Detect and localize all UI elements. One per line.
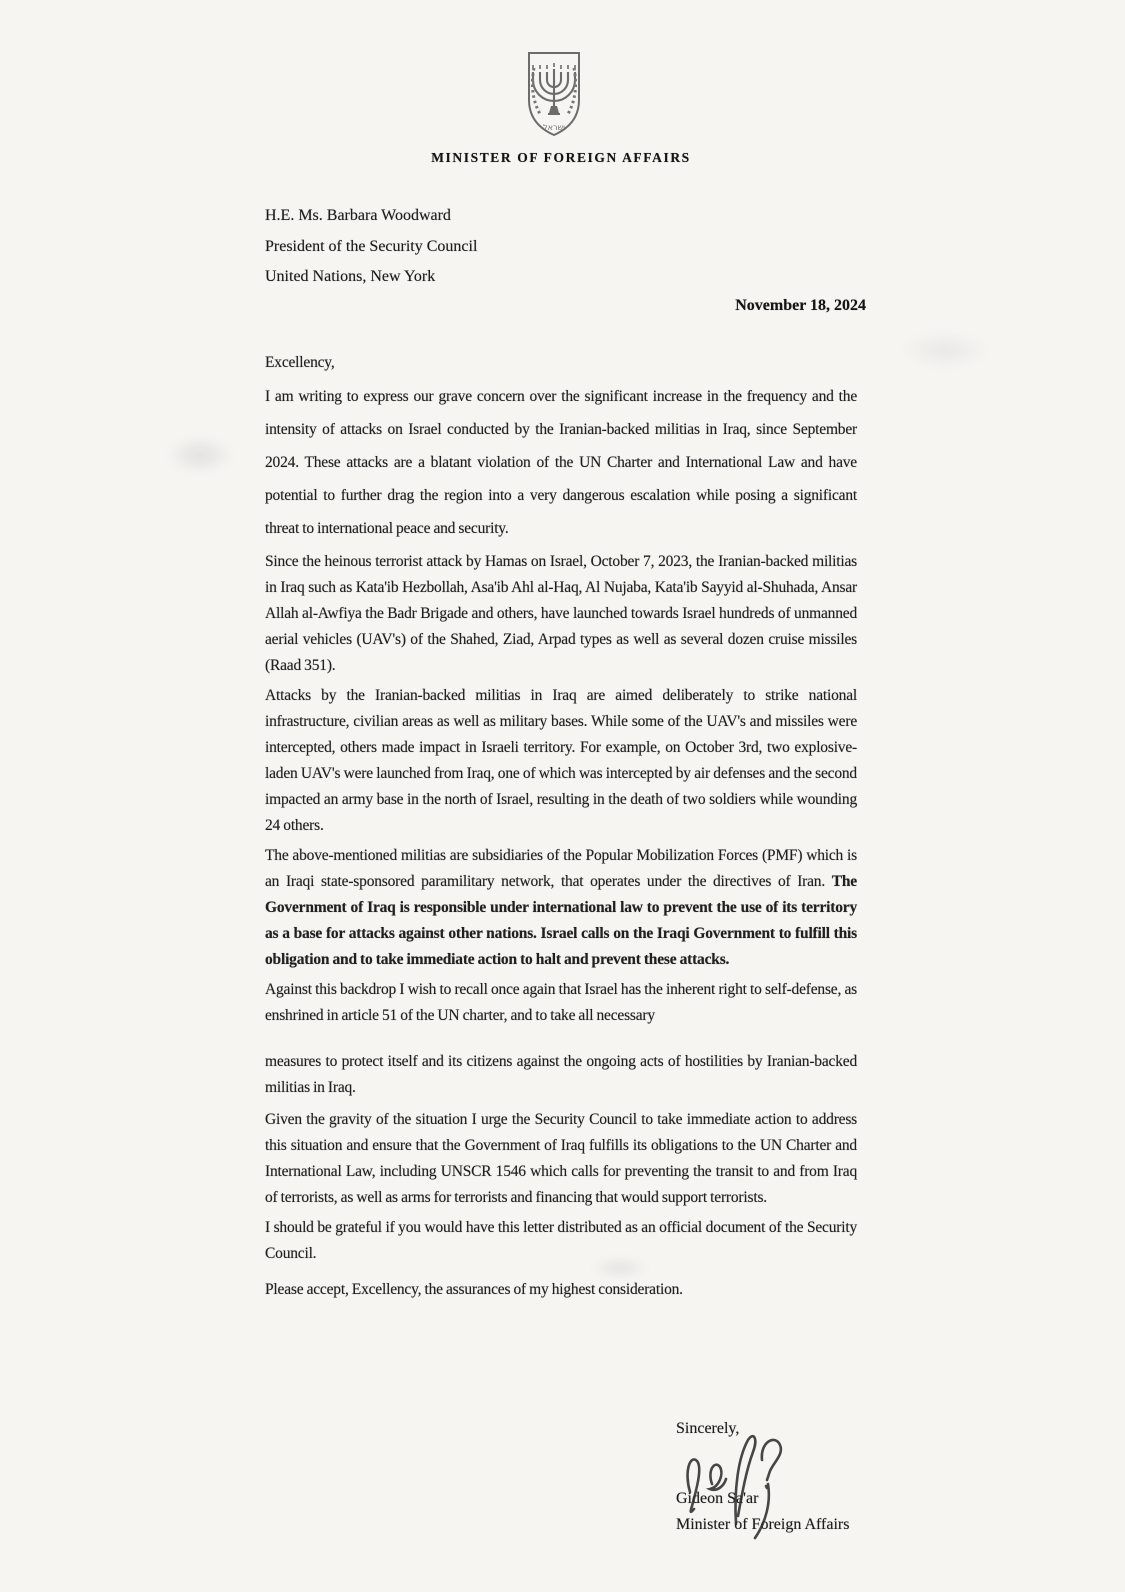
paragraph-5b: measures to protect itself and its citizens against the ongoing acts of hostilities by Iranian-backed militias in Iraq.: [265, 1053, 857, 1096]
paragraph-1: I am writing to express our grave concern over the significant increase in the frequency and the intensity of attacks on Israel conducted by the Iranian-backed militias in Iraq, since September 2024. These attacks are a blatant violation of the UN Charter and International Law and have potential to further drag the region into a very dangerous escalation while posing a significant threat to international peace and security.: [265, 388, 857, 537]
letter-body: [265, 350, 857, 1307]
paragraph-4: [265, 843, 857, 973]
recipient-line: United Nations, New York: [265, 268, 436, 285]
recipient-line: H.E. Ms. Barbara Woodward: [265, 207, 451, 224]
handwritten-signature: [676, 1426, 808, 1547]
recipient-line: President of the Security Council: [265, 237, 478, 255]
israel-state-emblem-icon: [521, 50, 587, 143]
salutation: Excellency,: [265, 354, 335, 371]
paragraph-4-bold: The Government of Iraq is responsible under international law to prevent the use of its territory as a base for attacks against other nations. Israel calls on the Iraqi Government to fulfill this obligation and to take immediate action to halt and prevent these attacks.: [265, 873, 857, 968]
paragraph-4-normal: The above-mentioned militias are subsidiaries of the Popular Mobilization Forces (PMF) which is an Iraqi state-sponsored paramilitary network, that operates under the directives of Iran.: [265, 847, 857, 890]
paragraph-5a: Against this backdrop I wish to recall once again that Israel has the inherent right to self-defense, as enshrined in article 51 of the UN charter, and to take all necessary: [265, 981, 857, 1024]
letterhead-title: MINISTER OF FOREIGN AFFAIRS: [431, 150, 691, 165]
scan-smudge: [900, 330, 990, 370]
scan-smudge: [165, 435, 235, 475]
paragraph-8: Please accept, Excellency, the assurances of my highest consideration.: [265, 1281, 683, 1298]
signer-name: Gideon Sa'ar: [676, 1490, 759, 1507]
recipient-address-block: [265, 201, 477, 293]
paragraph-2: Since the heinous terrorist attack by Hamas on Israel, October 7, 2023, the Iranian-backed militias in Iraq such as Kata'ib Hezbollah, Asa'ib Ahl al-Haq, Al Nujaba, Kata'ib Sayyid al-Shuhada, Ansar Allah al-Awfiya the Badr Brigade and others, have launched towards Israel hundreds of unmanned aerial vehicles (UAV's) of the Shahed, Ziad, Arpad types as well as several dozen cruise missiles (Raad 351).: [265, 553, 857, 674]
paragraph-6: Given the gravity of the situation I urge the Security Council to take immediate action to address this situation and ensure that the Government of Iraq fulfills its obligations to the UN Charter and International Law, including UNSCR 1546 which calls for preventing the transit to and from Iraq of terrorists, as well as arms for terrorists and financing that would support terrorists.: [265, 1111, 857, 1206]
letter-date: November 18, 2024: [735, 297, 866, 314]
valediction: Sincerely,: [676, 1420, 740, 1437]
signer-title: Minister of Foreign Affairs: [676, 1516, 850, 1533]
emblem-caption: ישראל: [543, 123, 565, 132]
paragraph-7: I should be grateful if you would have this letter distributed as an official document of the Security Council.: [265, 1219, 857, 1262]
paragraph-3: Attacks by the Iranian-backed militias in Iraq are aimed deliberately to strike national infrastructure, civilian areas as well as military bases. While some of the UAV's and missiles were intercepted, others made impact in Israeli territory. For example, on October 3rd, two explosive-laden UAV's were launched from Iraq, one of which was intercepted by air defenses and the second impacted an army base in the north of Israel, resulting in the death of two soldiers while wounding 24 others.: [265, 687, 857, 834]
